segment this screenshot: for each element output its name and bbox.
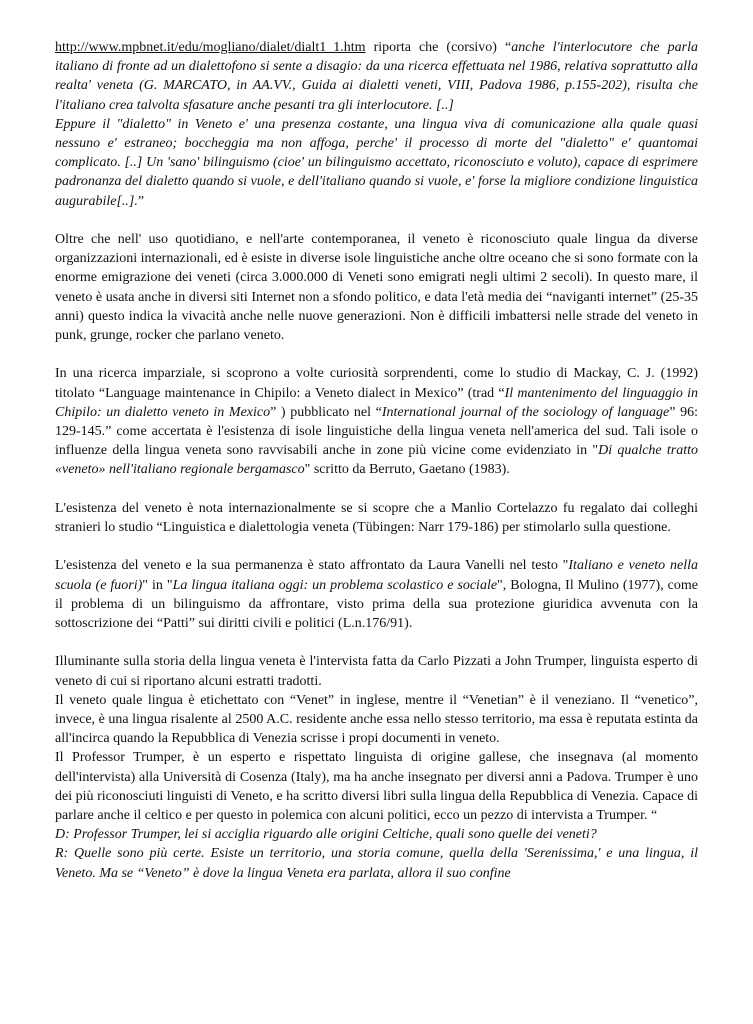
spacer [55, 633, 698, 652]
paragraph-2 [55, 115, 698, 211]
paragraph-9: Il Professor Trumper, è un esperto e rispettato linguista di origine gallese, che insegnava (al momento dell'intervista) alla Università di Cosenza (Italy), ma ha anche insegnato per diversi anni a Padova. Trumper è uno dei più riconosciuti linguisti di Veneto, e ha scritto diversi libri sulla lingua della Repubblica di Venezia. Capace di parlare anche il celtico e per questo in polemica con alcuni politici, ecco un pezzo di intervista a Trumper. “ [55, 750, 698, 824]
paragraph-2-close-quote: ” [137, 193, 145, 209]
spacer [55, 537, 698, 556]
paragraph-1-lead: riporta che (corsivo) “ [365, 40, 512, 55]
paragraph-7: Illuminante sulla storia della lingua veneta è l'intervista fatta da Carlo Pizzati a John Trumper, linguista esperto di veneto di cui si riportano alcuni estratti tradotti. [55, 654, 698, 689]
paragraph-4-c: ” ) pubblicato nel “ [270, 404, 382, 420]
paragraph-8: Il veneto quale lingua è etichettato con “Venet” in inglese, mentre il “Venetian” è il veneziano. Il “venetico”, invece, è una lingua risalente al 2500 A.C. residente anche essa nello stesso territorio, ma essa è reputata estinta da all'incirca quando la Repubblica di Venezia scrisse i propi documenti in veneto. [55, 692, 698, 747]
interview-answer: R: Quelle sono più certe. Esiste un territorio, una storia comune, quella della 'Serenissima,' e una lingua, il Veneto. Ma se “Veneto” è dove la lingua Veneta era parlata, allora il suo confine [55, 846, 698, 881]
spacer [55, 480, 698, 499]
paragraph-2-quote: Eppure il "dialetto" in Veneto e' una presenza costante, una lingua viva di comunicazione alla quale quasi nessuno e' estraneo; boccheggia ma non affoga, perche' il processo di morte del "dialetto" e' quantomai complicato. [..] Un 'sano' bilinguismo (cioe' un bilinguismo accettato, riconosciuto e voluto), capace di esprimere padronanza del dialetto quando si vuole, e dell'italiano quando si vuole, e' forse la migliore condizione linguistica augurabile[..]. [55, 116, 698, 209]
paragraph-4-a: In una ricerca imparziale, si scoprono a volte curiosità sorprendenti, come lo studio di Mackay, C. J. (1992) titolato “Language maintenance in Chipilo: a Veneto dialect in Mexico” (trad “ [55, 366, 698, 401]
paragraph-6 [55, 556, 698, 633]
paragraph-4-title-2: Di qualche tratto «veneto» nell'italiano regionale bergamasco [55, 443, 698, 478]
paragraph-6-e: ", Bologna, Il Mulino (1977), come il problema di un bilinguismo da affrontare, visto prima della sua protezione giuridica avvenuta con la sottoscrizione dei “Patti” sui diritti civili e politici (L.n.176/91). [55, 577, 699, 632]
paragraph-4-journal: International journal of the sociology of language [381, 404, 670, 420]
document-page [55, 38, 698, 883]
spacer [55, 345, 698, 364]
paragraph-4-e: ” 96: 129-145.” come accertata è l'esistenza di isole linguistiche della lingua veneta nell'america del sud. Tali isole o influenze della lingua veneta sono ravvisabili anche in zone più vicine come evidenziato in " [55, 404, 698, 459]
paragraph-1 [55, 38, 698, 115]
paragraph-4 [55, 364, 698, 479]
paragraph-5: L'esistenza del veneto è nota internazionalmente se si scopre che a Manlio Cortelazzo fu regalato dai colleghi stranieri lo studio “Linguistica e dialettologia veneta (Tübingen: Narr 179-186) per stimolarlo sulla questione. [55, 500, 698, 536]
source-link[interactable]: http://www.mpbnet.it/edu/mogliano/dialet/dialt1_1.htm [55, 40, 366, 55]
paragraph-6-title-1: Italiano e veneto nella scuola (e fuori) [55, 558, 698, 593]
paragraph-3: Oltre che nell' uso quotidiano, e nell'arte contemporanea, il veneto è riconosciuto quale lingua da diverse organizzazioni internazionali, ed è esiste in diverse isole linguistiche anche oltre oceano che si sono formate con la enorme emigrazione dei veneti (circa 3.000.000 di Veneti sono emigrati negli ultimi 2 secoli). In questo mare, il veneto è usata anche in diversi siti Internet non a sfondo politico, e data l'età media dei “naviganti internet” (25-35 anni) questo indica la vivacità anche nelle nuove generazioni. Non è difficili imbattersi nelle strade del veneto in punk, grunge, rocker che parlano veneto. [55, 232, 698, 344]
paragraph-4-title-1: Il mantenimento del linguaggio in Chipilo: un dialetto veneto in Mexico [55, 385, 698, 420]
interview-question: D: Professor Trumper, lei si acciglia riguardo alle origini Celtiche, quali sono quelle dei veneti? [55, 827, 597, 843]
paragraph-1-quote: anche l'interlocutore che parla italiano di fronte ad un dialettofono si sente a disagio: da una ricerca effettuata nel 1986, relativa soprattutto alla realta' veneta (G. MARCATO, in AA.VV., Guida ai dialetti veneti, VIII, Padova 1986, p.155-202), risulta che l'italiano crea talvolta sfasature anche pesanti tra gli interlocutore. [..] [55, 40, 699, 113]
paragraph-6-a: L'esistenza del veneto e la sua permanenza è stato affrontato da Laura Vanelli nel testo " [55, 558, 569, 574]
paragraph-4-g: " scritto da Berruto, Gaetano (1983). [304, 462, 510, 478]
paragraph-6-c: " in " [142, 577, 173, 593]
paragraph-6-title-2: La lingua italiana oggi: un problema scolastico e sociale [172, 577, 498, 593]
spacer [55, 211, 698, 230]
